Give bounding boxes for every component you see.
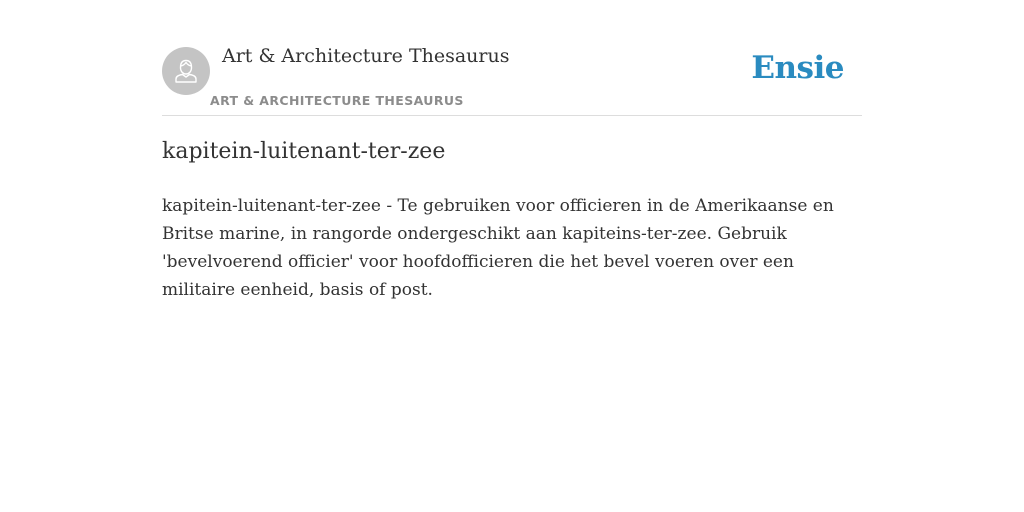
source-label[interactable]: ART & ARCHITECTURE THESAURUS (210, 93, 464, 108)
content-container (162, 0, 862, 300)
entry-definition: kapitein-luitenant-ter-zee - Te gebruiken voor officieren in de Amerikaanse en Britse marine, in rangorde ondergeschikt aan kapiteins-ter-zee. Gebruik 'bevelvoerend officier' voor hoofdofficieren die het bevel voeren over een militaire eenheid, basis of post. (162, 196, 834, 300)
author-name[interactable]: Art & Architecture Thesaurus (222, 45, 510, 67)
entry-header (162, 0, 862, 116)
entry-title: kapitein-luitenant-ter-zee (162, 139, 446, 164)
user-icon (171, 56, 201, 86)
author-avatar[interactable] (162, 47, 210, 95)
ensie-logo[interactable]: Ensie (751, 50, 844, 86)
